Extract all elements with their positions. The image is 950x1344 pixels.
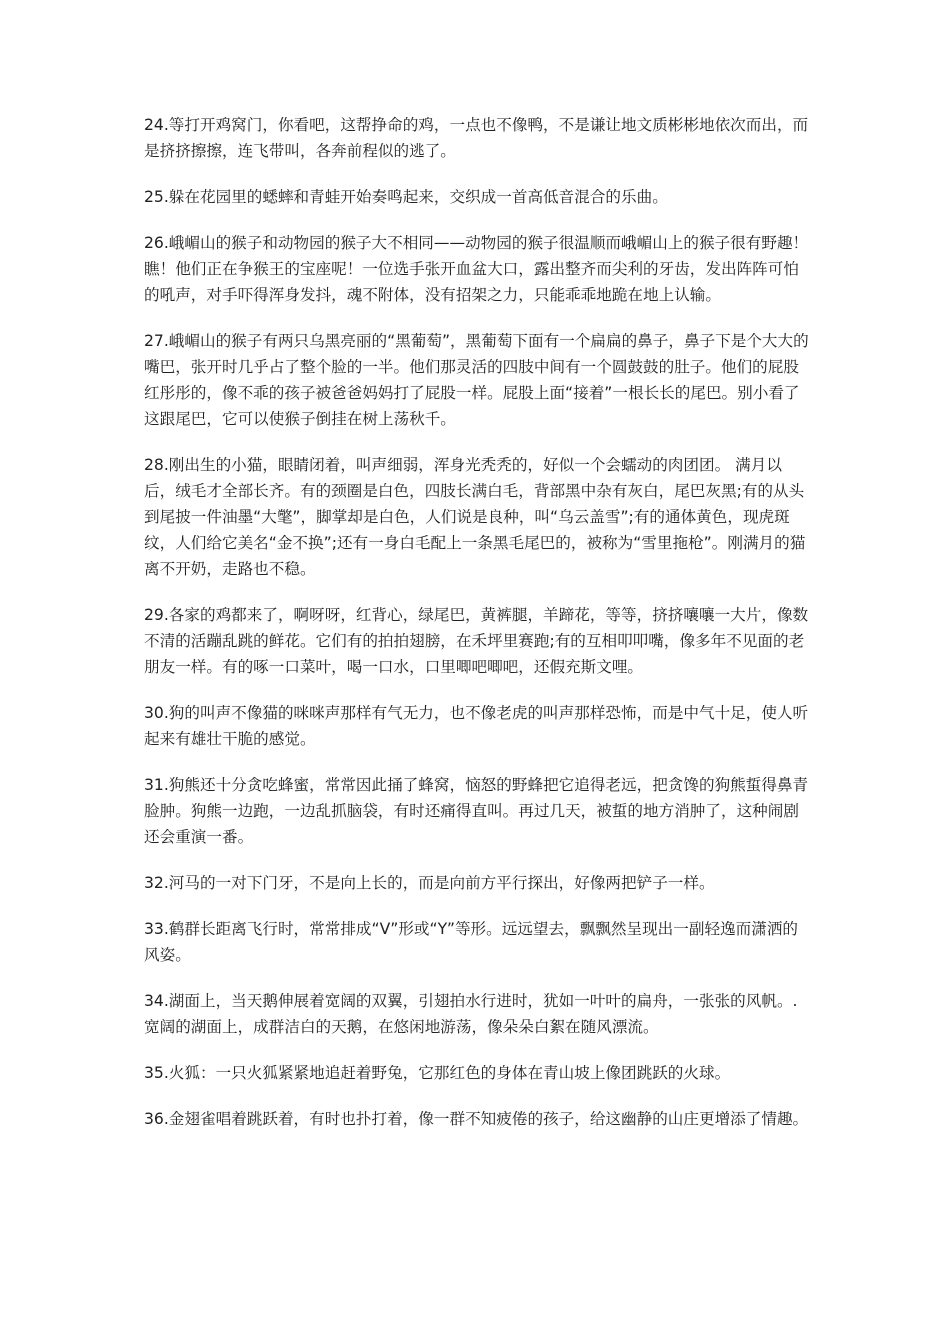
document-body <box>144 112 812 1152</box>
paragraph-32: 32.河马的一对下门牙，不是向上长的，而是向前方平行探出，好像两把铲子一样。 <box>144 874 715 892</box>
paragraph-29: 29.各家的鸡都来了，啊呀呀，红背心，绿尾巴，黄裤腿，羊蹄花，等等，挤挤嚷嚷一大片，像数不清的活蹦乱跳的鲜花。它们有的拍拍翅膀，在禾坪里赛跑;有的互相叩叩嘴，像多年不见面的老朋友一样。有的啄一口菜叶，喝一口水，口里唧吧唧吧，还假充斯文哩。 <box>144 606 809 676</box>
paragraph-27: 27.峨嵋山的猴子有两只乌黑亮丽的“黑葡萄”，黑葡萄下面有一个扁扁的鼻子，鼻子下是个大大的嘴巴，张开时几乎占了整个脸的一半。他们那灵活的四肢中间有一个圆鼓鼓的肚子。他们的屁股红彤彤的，像不乖的孩子被爸爸妈妈打了屁股一样。屁股上面“接着”一根长长的尾巴。别小看了这跟尾巴，它可以使猴子倒挂在树上荡秋千。 <box>144 332 809 428</box>
paragraph-28: 28.刚出生的小猫，眼睛闭着，叫声细弱，浑身光秃秃的，好似一个会蠕动的肉团团。 满月以后，绒毛才全部长齐。有的颈圈是白色，四肢长满白毛，背部黑中杂有灰白，尾巴灰黑;有的从头到尾披一件油墨“大氅”，脚掌却是白色，人们说是良种，叫“乌云盖雪”;有的通体黄色，现虎斑纹，人们给它美名“金不换”;还有一身白毛配上一条黑毛尾巴的，被称为“雪里拖枪”。刚满月的猫离不开奶，走路也不稳。 <box>144 456 806 578</box>
paragraph-25: 25.躲在花园里的蟋蟀和青蛙开始奏鸣起来，交织成一首高低音混合的乐曲。 <box>144 188 668 206</box>
paragraph-34: 34.湖面上，当天鹅伸展着宽阔的双翼，引翅拍水行进时，犹如一叶叶的扁舟，一张张的风帆。.宽阔的湖面上，成群洁白的天鹅，在悠闲地游荡，像朵朵白絮在随风漂流。 <box>144 992 798 1036</box>
paragraph-24: 24.等打开鸡窝门，你看吧，这帮挣命的鸡，一点也不像鸭，不是谦让地文质彬彬地依次而出，而是挤挤擦擦，连飞带叫，各奔前程似的逃了。 <box>144 116 809 160</box>
paragraph-35: 35.火狐：一只火狐紧紧地追赶着野兔，它那红色的身体在青山坡上像团跳跃的火球。 <box>144 1064 731 1082</box>
paragraph-31: 31.狗熊还十分贪吃蜂蜜，常常因此捅了蜂窝，恼怒的野蜂把它追得老远，把贪馋的狗熊蜇得鼻青脸肿。狗熊一边跑，一边乱抓脑袋，有时还痛得直叫。再过几天，被蜇的地方消肿了，这种闹剧还会重演一番。 <box>144 776 809 846</box>
paragraph-30: 30.狗的叫声不像猫的咪咪声那样有气无力，也不像老虎的叫声那样恐怖，而是中气十足，使人听起来有雄壮干脆的感觉。 <box>144 704 809 748</box>
paragraph-33: 33.鹤群长距离飞行时，常常排成“V”形或“Y”等形。远远望去，飘飘然呈现出一副轻逸而潇洒的风姿。 <box>144 920 799 964</box>
paragraph-36: 36.金翅雀唱着跳跃着，有时也扑打着，像一群不知疲倦的孩子，给这幽静的山庄更增添了情趣。 <box>144 1110 809 1128</box>
paragraph-26: 26.峨嵋山的猴子和动物园的猴子大不相同——动物园的猴子很温顺而峨嵋山上的猴子很有野趣！瞧！他们正在争猴王的宝座呢！一位选手张开血盆大口，露出整齐而尖利的牙齿，发出阵阵可怕的吼声，对手吓得浑身发抖，魂不附体，没有招架之力，只能乖乖地跪在地上认输。 <box>144 234 809 304</box>
